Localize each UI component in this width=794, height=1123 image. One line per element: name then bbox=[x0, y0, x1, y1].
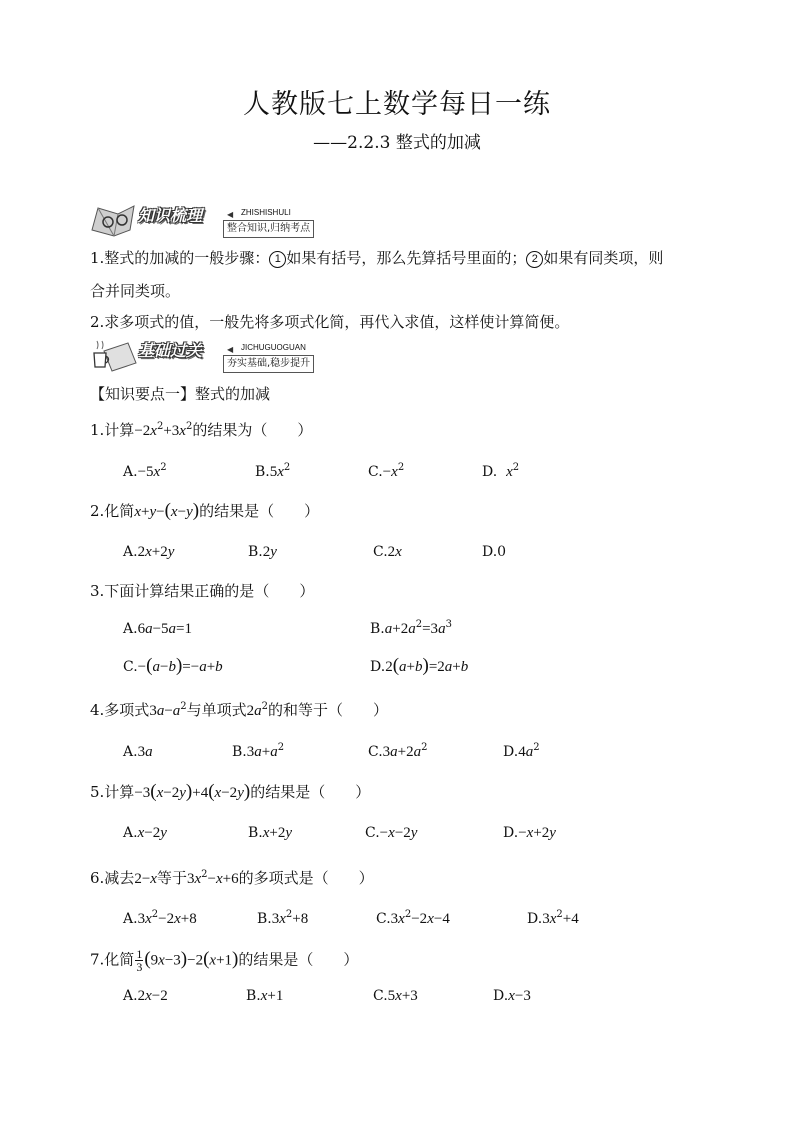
banner-pinyin: JICHUGUOGUAN bbox=[241, 343, 306, 352]
option-b: $B.5x^2$ bbox=[255, 462, 291, 480]
knowledge-point-2: 2.求多项式的值，一般先将多项式化简，再代入求值，这样使计算简便。 bbox=[90, 313, 570, 331]
knowledge-point-1: 1.整式的加减的一般步骤： 1 如果有括号，那么先算括号里面的； 2 如果有同类项，则 bbox=[90, 249, 664, 267]
section-banner-knowledge bbox=[90, 200, 320, 238]
option-d: $D.4a^2$ bbox=[503, 742, 540, 760]
question-5: 5.计算−3(x−2y)+4(x−2y)的结果是（ ） bbox=[90, 781, 371, 802]
option-c: C.−x−2y bbox=[365, 825, 418, 841]
question-3: 3.下面计算结果正确的是（ ） bbox=[90, 582, 315, 600]
option-c: $C.3a+2a^2$ bbox=[368, 742, 428, 760]
option-d: D.0 bbox=[482, 544, 507, 560]
option-b: B.x+1 bbox=[246, 988, 284, 1004]
option-a: A.x−2y bbox=[123, 825, 167, 841]
option-d: D.x−3 bbox=[493, 988, 531, 1004]
arrow-left-icon: ◀ bbox=[227, 210, 234, 219]
cup-book-icon bbox=[90, 335, 140, 373]
banner-subtitle: 夯实基础,稳步提升 bbox=[223, 355, 314, 373]
option-c: C.5x+3 bbox=[373, 988, 418, 1004]
option-b: B.x+2y bbox=[248, 825, 293, 841]
knowledge-point-1-cont: 合并同类项。 bbox=[90, 282, 181, 300]
circled-number: 2 bbox=[526, 251, 543, 268]
question-2: 2.化简x+y−(x−y)的结果是（ ） bbox=[90, 500, 320, 521]
page-subtitle: ——2.2.3 整式的加减 bbox=[313, 133, 481, 153]
banner-subtitle: 整合知识,归纳考点 bbox=[223, 220, 314, 238]
page-title: 人教版七上数学每日一练 bbox=[243, 89, 551, 120]
option-c: $C.-x^2$ bbox=[368, 462, 405, 480]
option-a: A.3a bbox=[123, 744, 153, 760]
question-1: 1.计算$-2x^2+3x^2$的结果为（ ） bbox=[90, 421, 313, 439]
question-6: 6.减去2−x等于$3x^2-x+6$的多项式是（ ） bbox=[90, 869, 374, 887]
option-a: $A.3x^2-2x+8$ bbox=[123, 909, 197, 927]
section-heading: 【知识要点一】整式的加减 bbox=[90, 385, 271, 403]
option-b: B.2y bbox=[248, 544, 277, 560]
arrow-left-icon: ◀ bbox=[227, 345, 234, 354]
option-b: $B.a+2a^2=3a^3$ bbox=[370, 619, 452, 637]
option-a: A.6a−5a=1 bbox=[123, 621, 192, 637]
banner-title: 基础过关 bbox=[138, 341, 203, 360]
option-d: D. $x^2$ bbox=[482, 462, 520, 480]
option-b: $B.3a+a^2$ bbox=[232, 742, 285, 760]
book-glasses-icon bbox=[90, 200, 140, 238]
option-a: $A.-5x^2$ bbox=[123, 462, 167, 480]
question-7: 7.化简 $\frac{1}{3}$ (9x−3)−2(x+1)的结果是（ ） bbox=[90, 947, 359, 974]
option-a: A.2x+2y bbox=[123, 544, 175, 560]
option-d: D.2(a+b)=2a+b bbox=[370, 655, 469, 676]
option-c: C.2x bbox=[373, 544, 402, 560]
question-4: 4.多项式$3a-a^2$与单项式$2a^2$的和等于（ ） bbox=[90, 701, 389, 719]
banner-pinyin: ZHISHISHULI bbox=[241, 208, 291, 217]
option-c: $C.3x^2-2x-4$ bbox=[376, 909, 450, 927]
option-a: A.2x−2 bbox=[123, 988, 168, 1004]
option-c: C.−(a−b)=−a+b bbox=[123, 655, 223, 676]
option-b: $B.3x^2+8$ bbox=[257, 909, 309, 927]
circled-number: 1 bbox=[269, 251, 286, 268]
fraction-one-third: $\frac{1}{3}$ bbox=[136, 947, 143, 974]
banner-title: 知识梳理 bbox=[138, 206, 203, 225]
section-banner-basics bbox=[90, 335, 320, 373]
option-d: $D.3x^2+4$ bbox=[527, 909, 579, 927]
option-d: D.−x+2y bbox=[503, 825, 556, 841]
